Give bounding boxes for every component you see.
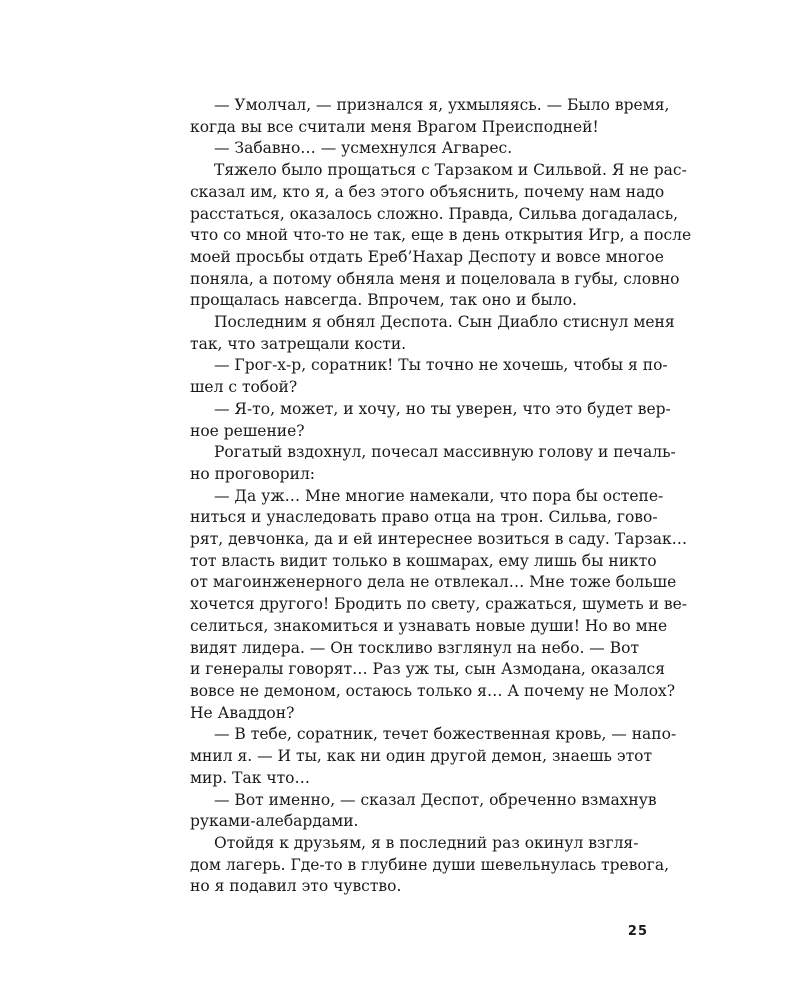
text-line: так, что затрещали кости.: [190, 334, 407, 353]
text-line: селиться, знакомиться и узнавать новые души! Но во мне: [190, 616, 668, 635]
text-line: ное решение?: [190, 421, 305, 440]
text-line: — Да уж… Мне многие намекали, что пора бы остепе-: [214, 486, 664, 505]
text-line: Отойдя к друзьям, я в последний раз окинул взгля-: [214, 833, 639, 852]
text-line: — Грог-х-р, соратник! Ты точно не хочешь, чтобы я по-: [214, 356, 668, 375]
text-line: Тяжело было прощаться с Тарзаком и Сильвой. Я не рас-: [214, 161, 687, 180]
text-line: ниться и унаследовать право отца на трон. Сильва, гово-: [190, 508, 658, 527]
text-line: что со мной что-то не так, еще в день открытия Игр, а после: [190, 226, 692, 245]
text-line: когда вы все считали меня Врагом Преисподней!: [190, 117, 599, 136]
text-line: от магоинженерного дела не отвлекал… Мне тоже больше: [190, 573, 677, 592]
text-line: Последним я обнял Деспота. Сын Диабло стиснул меня: [214, 313, 675, 332]
text-line: шел с тобой?: [190, 378, 298, 397]
text-line: видят лидера. — Он тоскливо взглянул на небо. — Вот: [190, 638, 640, 657]
page-number: 25: [627, 924, 648, 939]
text-line: прощалась навсегда. Впрочем, так оно и было.: [190, 291, 577, 310]
text-line: Рогатый вздохнул, почесал массивную голову и печаль-: [214, 443, 676, 462]
text-line: — Умолчал, — признался я, ухмыляясь. — Было время,: [214, 96, 670, 114]
text-line: мир. Так что…: [190, 768, 311, 787]
text-line: — Вот именно, — сказал Деспот, обреченно взмахнув: [214, 790, 657, 809]
text-line: мнил я. — И ты, как ни один другой демон, знаешь этот: [190, 747, 653, 766]
text-line: вовсе не демоном, остаюсь только я… А почему не Молох?: [190, 681, 676, 700]
text-line: — Я-то, может, и хочу, но ты уверен, что это будет вер-: [214, 399, 671, 418]
text-line: — Забавно… — усмехнулся Агварес.: [214, 139, 513, 158]
text-line: но проговорил:: [190, 464, 316, 483]
text-line: руками-алебардами.: [190, 812, 359, 831]
text-line: сказал им, кто я, а без этого объяснить, почему нам надо: [190, 182, 665, 201]
text-line: но я подавил это чувство.: [190, 877, 402, 896]
text-line: — В тебе, соратник, течет божественная кровь, — напо-: [214, 725, 677, 744]
text-line: рят, девчонка, да и ей интереснее возиться в саду. Тарзак…: [190, 530, 688, 549]
text-line: тот власть видит только в кошмарах, ему лишь бы никто: [190, 551, 657, 570]
body-text: [190, 95, 692, 898]
text-line: поняла, а потому обняла меня и поцеловала в губы, словно: [190, 269, 680, 288]
text-line: моей просьбы отдать Ереб’Нахар Деспоту и вовсе многое: [190, 247, 664, 266]
text-line: и генералы говорят… Раз уж ты, сын Азмодана, оказался: [190, 660, 665, 679]
text-line: дом лагерь. Где-то в глубине души шевельнулась тревога,: [190, 855, 670, 874]
text-line: расстаться, оказалось сложно. Правда, Сильва догадалась,: [190, 204, 679, 223]
text-line: Не Аваддон?: [190, 703, 295, 722]
text-line: хочется другого! Бродить по свету, сражаться, шуметь и ве-: [190, 595, 688, 614]
